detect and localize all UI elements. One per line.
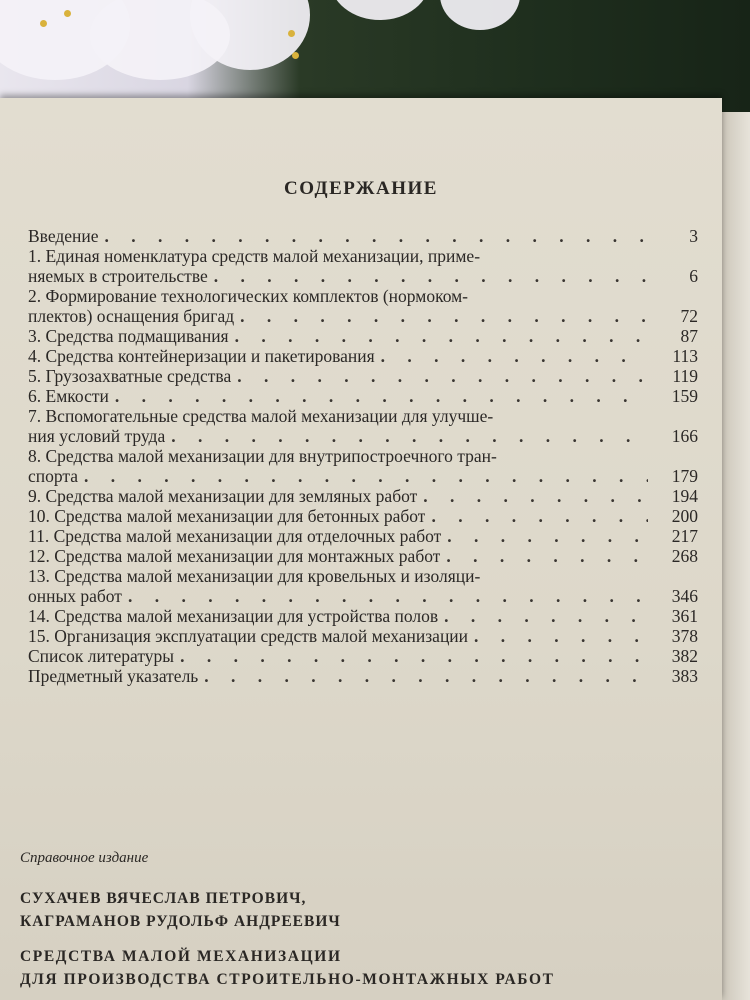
toc-title: плектов) оснащения бригад xyxy=(28,306,235,326)
toc-row xyxy=(28,386,698,406)
toc-row xyxy=(28,626,698,646)
toc-row xyxy=(28,506,698,526)
toc-row xyxy=(28,266,698,286)
toc-entry xyxy=(28,566,698,606)
dot-leader xyxy=(128,586,648,606)
toc-entry xyxy=(28,526,698,546)
dot-leader xyxy=(240,306,648,326)
toc-entry xyxy=(28,386,698,406)
toc-title: онных работ xyxy=(28,586,122,606)
toc-page-number: 87 xyxy=(680,326,698,346)
toc-row xyxy=(28,306,698,326)
toc-row xyxy=(28,426,698,446)
toc-title: Список литературы xyxy=(28,646,175,666)
page-heading: СОДЕРЖАНИЕ xyxy=(284,178,438,199)
toc-page-number: 179 xyxy=(671,466,698,486)
toc-row xyxy=(28,326,698,346)
book-page xyxy=(0,98,722,1000)
toc-row xyxy=(28,586,698,606)
authors xyxy=(20,887,700,933)
toc-entry xyxy=(28,286,698,326)
table-of-contents xyxy=(28,226,698,686)
toc-entry xyxy=(28,666,698,686)
toc-entry xyxy=(28,626,698,646)
dot-leader xyxy=(447,526,648,546)
toc-entry xyxy=(28,486,698,506)
dot-leader xyxy=(105,226,648,246)
toc-page-number: 378 xyxy=(671,626,698,646)
dot-leader xyxy=(381,346,648,366)
dot-leader xyxy=(180,646,648,666)
blossom-petal xyxy=(330,0,430,20)
toc-entry xyxy=(28,606,698,626)
page-edge xyxy=(718,112,750,1000)
toc-row xyxy=(28,546,698,566)
dot-leader xyxy=(84,466,648,486)
book-title-line: СРЕДСТВА МАЛОЙ МЕХАНИЗАЦИИ xyxy=(20,948,342,965)
toc-entry xyxy=(28,446,698,486)
toc-page-number: 113 xyxy=(672,346,698,366)
blossom-stamen xyxy=(64,10,71,17)
toc-entry xyxy=(28,546,698,566)
toc-title: Введение xyxy=(28,226,99,246)
toc-title: 3. Средства подмащивания xyxy=(28,326,229,346)
dot-leader xyxy=(237,366,648,386)
toc-row xyxy=(28,606,698,626)
toc-page-number: 361 xyxy=(671,606,698,626)
toc-page-number: 200 xyxy=(671,506,698,526)
toc-page-number: 166 xyxy=(671,426,698,446)
toc-page-number: 119 xyxy=(672,366,698,386)
dot-leader xyxy=(235,326,648,346)
toc-page-number: 3 xyxy=(689,226,698,246)
toc-title: 9. Средства малой механизации для земляных работ xyxy=(28,486,418,506)
toc-entry xyxy=(28,366,698,386)
dot-leader xyxy=(431,506,648,526)
toc-title: 15. Организация эксплуатации средств малой механизации xyxy=(28,626,469,646)
publication-type: Справочное издание xyxy=(20,850,149,866)
toc-page-number: 382 xyxy=(671,646,698,666)
toc-title: 4. Средства контейнеризации и пакетирования xyxy=(28,346,375,366)
toc-page-number: 6 xyxy=(689,266,698,286)
book-title-line: ДЛЯ ПРОИЗВОДСТВА СТРОИТЕЛЬНО-МОНТАЖНЫХ РАБОТ xyxy=(20,971,555,988)
toc-title: 14. Средства малой механизации для устройства полов xyxy=(28,606,439,626)
dot-leader xyxy=(423,486,648,506)
author-line: СУХАЧЕВ ВЯЧЕСЛАВ ПЕТРОВИЧ, xyxy=(20,890,307,907)
toc-entry xyxy=(28,226,698,246)
dot-leader xyxy=(204,666,648,686)
toc-entry-line: 13. Средства малой механизации для кровельных и изоляци- xyxy=(28,566,481,586)
toc-title: 10. Средства малой механизации для бетонных работ xyxy=(28,506,426,526)
toc-entry-line: 8. Средства малой механизации для внутрипостроечного тран- xyxy=(28,446,497,466)
imprint xyxy=(20,850,700,991)
blossom-stamen xyxy=(292,52,299,59)
book-title xyxy=(20,945,700,991)
toc-title: 12. Средства малой механизации для монтажных работ xyxy=(28,546,441,566)
dot-leader xyxy=(214,266,648,286)
toc-row xyxy=(28,646,698,666)
toc-row xyxy=(28,526,698,546)
toc-title: Предметный указатель xyxy=(28,666,199,686)
toc-row xyxy=(28,486,698,506)
toc-entry xyxy=(28,506,698,526)
toc-row xyxy=(28,366,698,386)
toc-row xyxy=(28,346,698,366)
toc-entry xyxy=(28,326,698,346)
toc-entry xyxy=(28,346,698,366)
dot-leader xyxy=(115,386,648,406)
toc-row xyxy=(28,666,698,686)
toc-title: 11. Средства малой механизации для отделочных работ xyxy=(28,526,442,546)
toc-title: 6. Емкости xyxy=(28,386,109,406)
toc-entry xyxy=(28,246,698,286)
toc-title: ния условий труда xyxy=(28,426,166,446)
toc-page-number: 194 xyxy=(671,486,698,506)
toc-title: няемых в строительстве xyxy=(28,266,208,286)
toc-page-number: 159 xyxy=(671,386,698,406)
toc-entry-line: 7. Вспомогательные средства малой механизации для улучше- xyxy=(28,406,494,426)
blossom-stamen xyxy=(288,30,295,37)
toc-title: спорта xyxy=(28,466,79,486)
toc-row xyxy=(28,466,698,486)
author-line: КАГРАМАНОВ РУДОЛЬФ АНДРЕЕВИЧ xyxy=(20,913,341,930)
toc-entry-line: 2. Формирование технологических комплектов (нормоком- xyxy=(28,286,469,306)
dot-leader xyxy=(444,606,648,626)
dot-leader xyxy=(446,546,648,566)
toc-entry xyxy=(28,406,698,446)
toc-entry xyxy=(28,646,698,666)
toc-title: 5. Грузозахватные средства xyxy=(28,366,232,386)
blossom-stamen xyxy=(40,20,47,27)
dot-leader xyxy=(474,626,648,646)
toc-page-number: 346 xyxy=(671,586,698,606)
toc-page-number: 383 xyxy=(671,666,698,686)
dot-leader xyxy=(171,426,648,446)
toc-row xyxy=(28,226,698,246)
toc-page-number: 217 xyxy=(671,526,698,546)
toc-entry-line: 1. Единая номенклатура средств малой механизации, приме- xyxy=(28,246,481,266)
toc-page-number: 72 xyxy=(680,306,698,326)
blossom-petal xyxy=(440,0,520,30)
toc-page-number: 268 xyxy=(671,546,698,566)
